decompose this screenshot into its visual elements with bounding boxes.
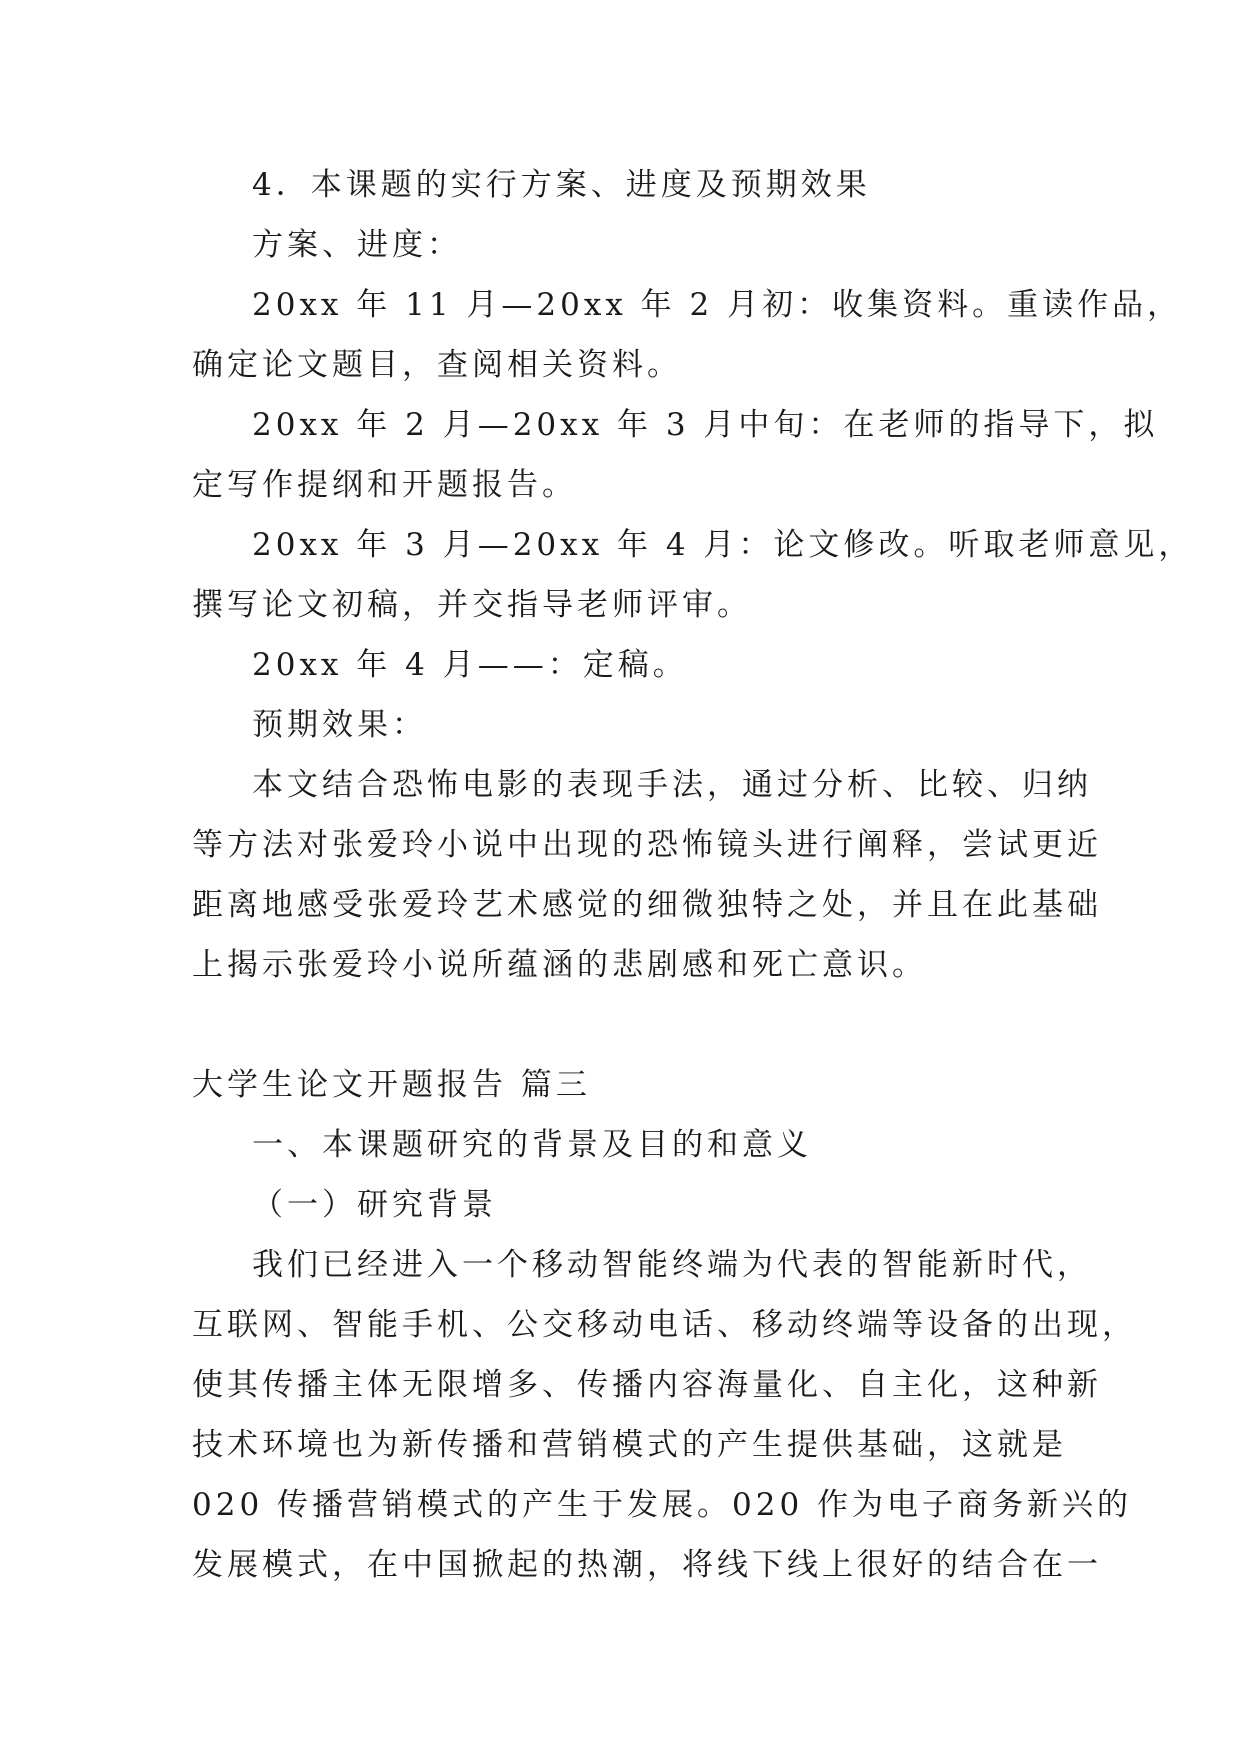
paragraph-line: 撰写论文初稿，并交指导老师评审。: [192, 587, 752, 623]
paragraph-line: 距离地感受张爱玲艺术感觉的细微独特之处，并且在此基础: [192, 887, 1102, 923]
paragraph-label: 方案、进度：: [252, 227, 462, 263]
paragraph-line: 确定论文题目，查阅相关资料。: [192, 347, 682, 383]
subsection-heading: （一）研究背景: [252, 1187, 497, 1223]
paragraph-line: 020 传播营销模式的产生于发展。020 作为电子商务新兴的: [192, 1487, 1133, 1523]
paragraph-line: 20xx 年 2 月—20xx 年 3 月中旬：在老师的指导下，拟: [252, 407, 1159, 443]
paragraph-line: 互联网、智能手机、公交移动电话、移动终端等设备的出现，: [192, 1307, 1137, 1343]
paragraph-line: 技术环境也为新传播和营销模式的产生提供基础，这就是: [192, 1427, 1067, 1463]
paragraph-line: 本文结合恐怖电影的表现手法，通过分析、比较、归纳: [252, 767, 1092, 803]
paragraph-line: 等方法对张爱玲小说中出现的恐怖镜头进行阐释，尝试更近: [192, 827, 1102, 863]
paragraph-line: 发展模式，在中国掀起的热潮，将线下线上很好的结合在一: [192, 1547, 1102, 1583]
paragraph-line: 我们已经进入一个移动智能终端为代表的智能新时代，: [252, 1247, 1092, 1283]
section-heading: 一、本课题研究的背景及目的和意义: [252, 1127, 812, 1163]
paragraph-label: 预期效果：: [252, 707, 427, 743]
section-heading: 4．本课题的实行方案、进度及预期效果: [252, 167, 871, 203]
paragraph-line: 20xx 年 4 月——：定稿。: [252, 647, 688, 683]
paragraph-line: 使其传播主体无限增多、传播内容海量化、自主化，这种新: [192, 1367, 1102, 1403]
paragraph-line: 20xx 年 3 月—20xx 年 4 月：论文修改。听取老师意见，: [252, 527, 1194, 563]
paragraph-line: 定写作提纲和开题报告。: [192, 467, 577, 503]
paragraph-line: 20xx 年 11 月—20xx 年 2 月初：收集资料。重读作品，: [252, 287, 1183, 323]
section-title: 大学生论文开题报告 篇三: [192, 1067, 591, 1103]
paragraph-line: 上揭示张爱玲小说所蕴涵的悲剧感和死亡意识。: [192, 947, 927, 983]
